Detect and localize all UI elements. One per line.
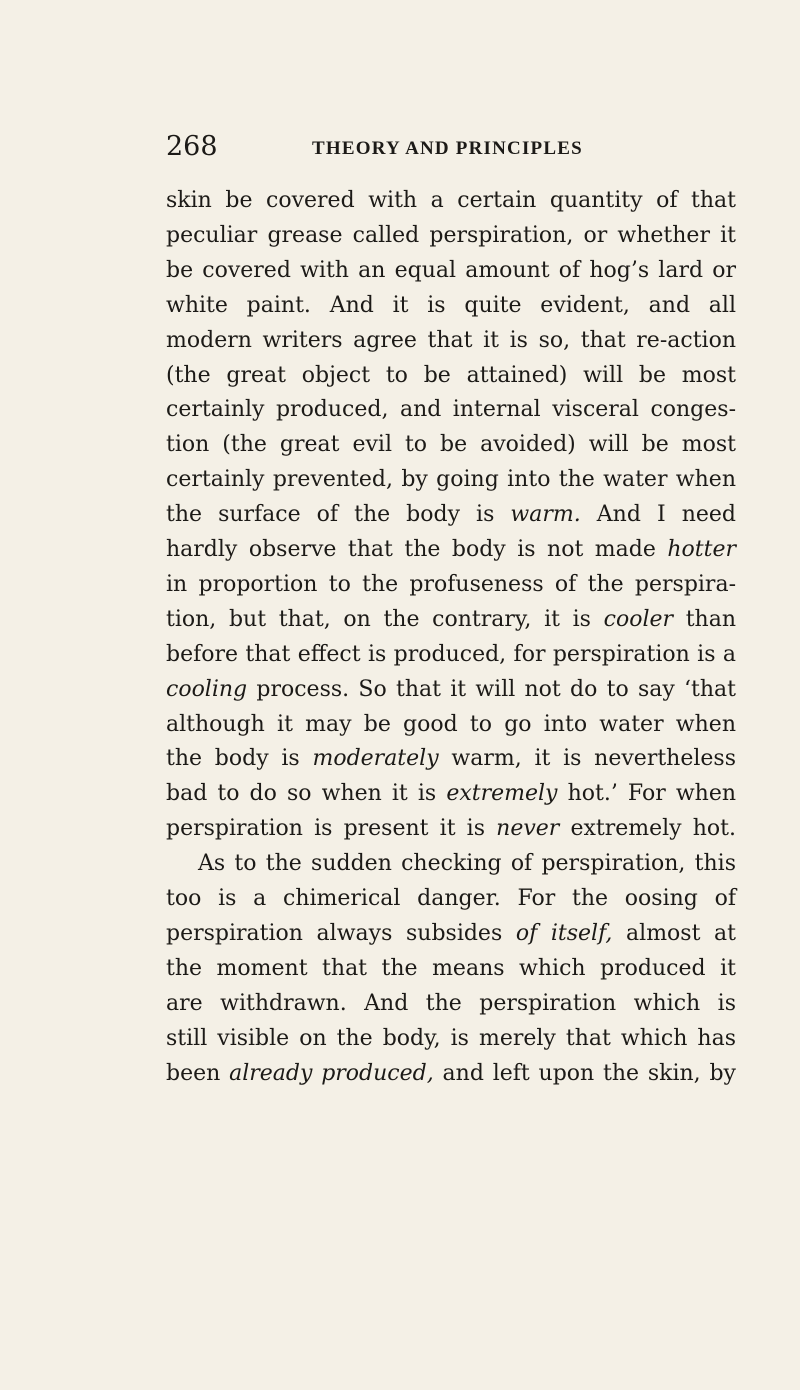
text-line: [166, 498, 736, 532]
text-line: [166, 428, 736, 462]
text-line: [166, 952, 736, 986]
text-segment: the moment that the means which produced it: [166, 955, 736, 981]
text-segment: too is a chimerical danger. For the oosing of: [166, 886, 736, 911]
text-line: [198, 847, 736, 881]
text-line: [166, 708, 736, 742]
text-line: [166, 254, 736, 288]
text-line: [166, 673, 736, 707]
text-segment: tion, but that, on the contrary, it is: [166, 606, 604, 632]
italic-text: cooling: [166, 676, 248, 702]
text-segment: before that effect is produced, for perspiration is a: [166, 641, 736, 667]
text-line: [166, 533, 736, 567]
text-segment: skin be covered with a certain quantity of that: [166, 188, 736, 213]
text-line: [166, 603, 736, 637]
text-line: [166, 882, 736, 916]
text-segment: bad to do so when it is: [166, 781, 447, 807]
text-segment: white paint. And it is quite evident, and all: [166, 292, 736, 318]
text-segment: still visible on the body, is merely that which has: [166, 1025, 736, 1051]
text-line: [166, 393, 736, 427]
text-segment: than: [673, 606, 737, 632]
text-segment: warm, it is nevertheless: [438, 746, 736, 772]
text-line: [166, 1057, 736, 1091]
italic-text: cooler: [603, 606, 674, 632]
text-segment: in proportion to the profuseness of the perspira-: [166, 571, 736, 597]
text-segment: tion (the great evil to be avoided) will be most: [166, 432, 736, 458]
text-segment: be covered with an equal amount of hog’s lard or: [166, 257, 736, 283]
italic-text: hotter: [667, 537, 736, 562]
italic-text: moderately: [312, 746, 439, 772]
text-line: [166, 987, 736, 1021]
text-segment: (the great object to be attained) will be most: [166, 362, 736, 388]
text-line: [166, 463, 736, 497]
text-segment: are withdrawn. And the perspiration which is: [166, 990, 736, 1016]
italic-text: extremely: [446, 781, 558, 807]
text-segment: process. So that it will not do to say ‘that: [247, 676, 736, 702]
text-segment: modern writers agree that it is so, that re-action: [166, 327, 736, 353]
text-segment: the surface of the body is: [166, 502, 511, 528]
text-line: [166, 359, 736, 393]
italic-text: already produced,: [229, 1060, 434, 1086]
text-segment: certainly produced, and internal visceral conges-: [166, 397, 736, 423]
text-line: [166, 742, 736, 776]
text-segment: peculiar grease called perspiration, or whether it: [166, 222, 736, 248]
text-segment: And I need: [580, 502, 736, 528]
page-number: 268: [166, 131, 218, 162]
text-segment: hardly observe that the body is not made: [166, 537, 668, 562]
text-line: [166, 289, 736, 323]
italic-text: warm.: [510, 502, 581, 528]
text-segment: certainly prevented, by going into the water when: [166, 467, 736, 493]
text-segment: hot.’ For when: [557, 781, 737, 807]
italic-text: of itself,: [515, 920, 613, 946]
text-segment: although it may be good to go into water when: [166, 711, 736, 737]
text-segment: almost at: [612, 920, 736, 946]
text-line: [166, 568, 736, 602]
text-line: [166, 1022, 736, 1056]
text-line: [166, 777, 736, 811]
running-head: THEORY AND PRINCIPLES: [312, 138, 583, 159]
text-segment: the body is: [166, 746, 313, 772]
text-segment: perspiration is present it is: [166, 816, 497, 842]
text-segment: perspiration always subsides: [166, 920, 516, 946]
text-line: [166, 812, 736, 846]
text-segment: extremely hot.: [559, 816, 736, 842]
italic-text: never: [496, 816, 560, 842]
text-segment: As to the sudden checking of perspiration, this: [198, 851, 736, 877]
text-line: [166, 638, 736, 672]
text-line: [166, 324, 736, 358]
text-segment: and left upon the skin, by: [433, 1060, 736, 1086]
text-segment: been: [166, 1060, 230, 1086]
text-line: [166, 184, 736, 218]
text-line: [166, 917, 736, 951]
text-line: [166, 219, 736, 253]
page-header: [166, 132, 736, 166]
